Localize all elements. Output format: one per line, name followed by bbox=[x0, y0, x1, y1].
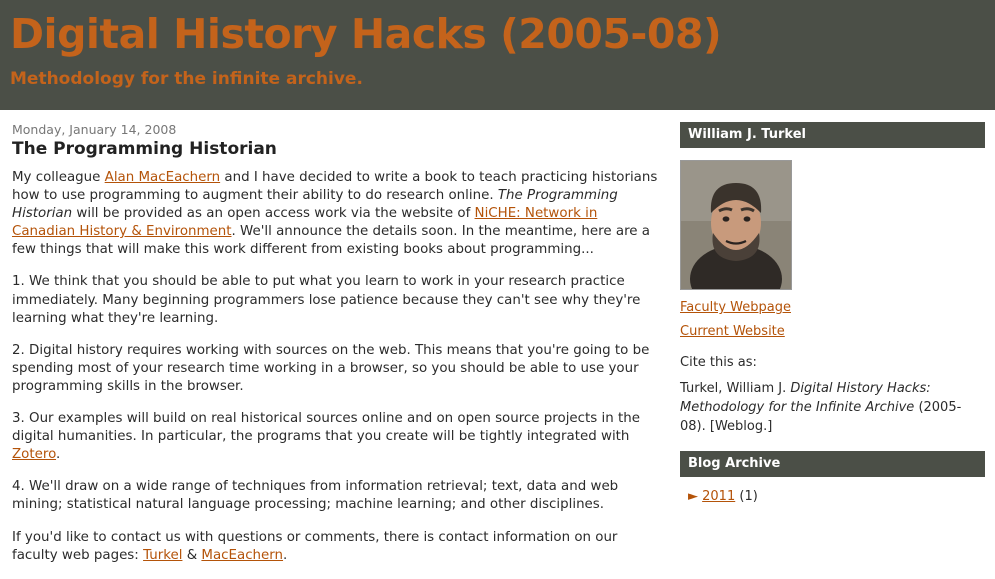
profile-section bbox=[680, 122, 985, 437]
paragraph-text: . bbox=[56, 447, 61, 463]
paragraph-text: and I have decided to write a book to teach practicing historians how to use programming to augment their ability to do research online. bbox=[12, 170, 658, 204]
archive-count: (1) bbox=[739, 488, 758, 504]
book-title-emphasis: The Programming Historian bbox=[12, 188, 618, 222]
link-current-website[interactable]: Current Website bbox=[680, 324, 785, 339]
post-paragraph-3: 2. Digital history requires working with sources on the web. This means that you're going to be spending most of your research time working in a browser, so you should be able to use your programming skills in the browser. bbox=[12, 342, 650, 394]
cite-title: Digital History Hacks: Methodology for the Infinite Archive bbox=[680, 381, 931, 415]
archive-header: Blog Archive bbox=[680, 451, 985, 477]
link-niche[interactable]: NiCHE: Network in Canadian History & Environment bbox=[12, 206, 598, 240]
link-alan-maceachern[interactable]: Alan MacEachern bbox=[104, 170, 221, 185]
paragraph-text: . We'll announce the details soon. In the meantime, here are a few things that will make this work different from existing books about programming... bbox=[12, 224, 650, 258]
sidebar bbox=[680, 110, 995, 518]
paragraph-text: My colleague bbox=[12, 170, 105, 185]
main-content bbox=[0, 110, 680, 579]
page-title: Digital History Hacks (2005-08) bbox=[10, 10, 722, 58]
author-photo-illustration bbox=[681, 161, 791, 289]
link-maceachern[interactable]: MacEachern bbox=[201, 547, 284, 563]
citation-text bbox=[680, 380, 985, 437]
archive-item-2011[interactable] bbox=[680, 489, 985, 504]
link-turkel[interactable]: Turkel bbox=[143, 547, 183, 563]
post-date: Monday, January 14, 2008 bbox=[12, 122, 177, 137]
avatar bbox=[680, 160, 792, 290]
cite-rest: (2005-08). [Weblog.] bbox=[680, 399, 962, 434]
paragraph-text: . bbox=[283, 547, 288, 563]
post-paragraph-5: 4. We'll draw on a wide range of techniques from information retrieval; text, data and web mining; statistical natural language processing; machine learning; and other disciplines. bbox=[12, 479, 619, 513]
banner-inner bbox=[0, 8, 995, 89]
page-subtitle: Methodology for the infinite archive. bbox=[10, 69, 363, 90]
paragraph-text: If you'd like to contact us with questions or comments, there is contact information on our faculty web pages: bbox=[12, 529, 618, 563]
content-wrapper bbox=[0, 110, 995, 579]
cite-label: Cite this as: bbox=[680, 355, 757, 370]
site-banner bbox=[0, 0, 995, 110]
link-faculty-webpage[interactable]: Faculty Webpage bbox=[680, 300, 791, 315]
post-paragraph-2: 1. We think that you should be able to put what you learn to work in your research practice immediately. Many beginning programmers lose patience because they can't see why they're learning what they're learning. bbox=[12, 274, 641, 326]
link-zotero[interactable]: Zotero bbox=[12, 447, 57, 463]
archive-year-link[interactable]: 2011 bbox=[702, 488, 736, 504]
cite-author: Turkel, William J. bbox=[680, 381, 791, 396]
post-paragraph-4 bbox=[12, 410, 658, 464]
post-body bbox=[12, 169, 658, 565]
paragraph-text: 3. Our examples will build on real historical sources online and on open source projects in the digital humanities. In particular, the programs that you create will be tightly integrated with bbox=[12, 411, 640, 445]
expand-arrow-icon[interactable]: ► bbox=[688, 488, 698, 504]
profile-header: William J. Turkel bbox=[680, 122, 985, 148]
post-paragraph-6 bbox=[12, 529, 658, 565]
archive-section bbox=[680, 451, 985, 504]
post-title: The Programming Historian bbox=[12, 139, 277, 159]
paragraph-text: will be provided as an open access work via the website of bbox=[72, 206, 475, 222]
post-paragraph-1 bbox=[12, 169, 658, 259]
profile-links bbox=[680, 300, 985, 339]
paragraph-text: & bbox=[182, 547, 202, 563]
